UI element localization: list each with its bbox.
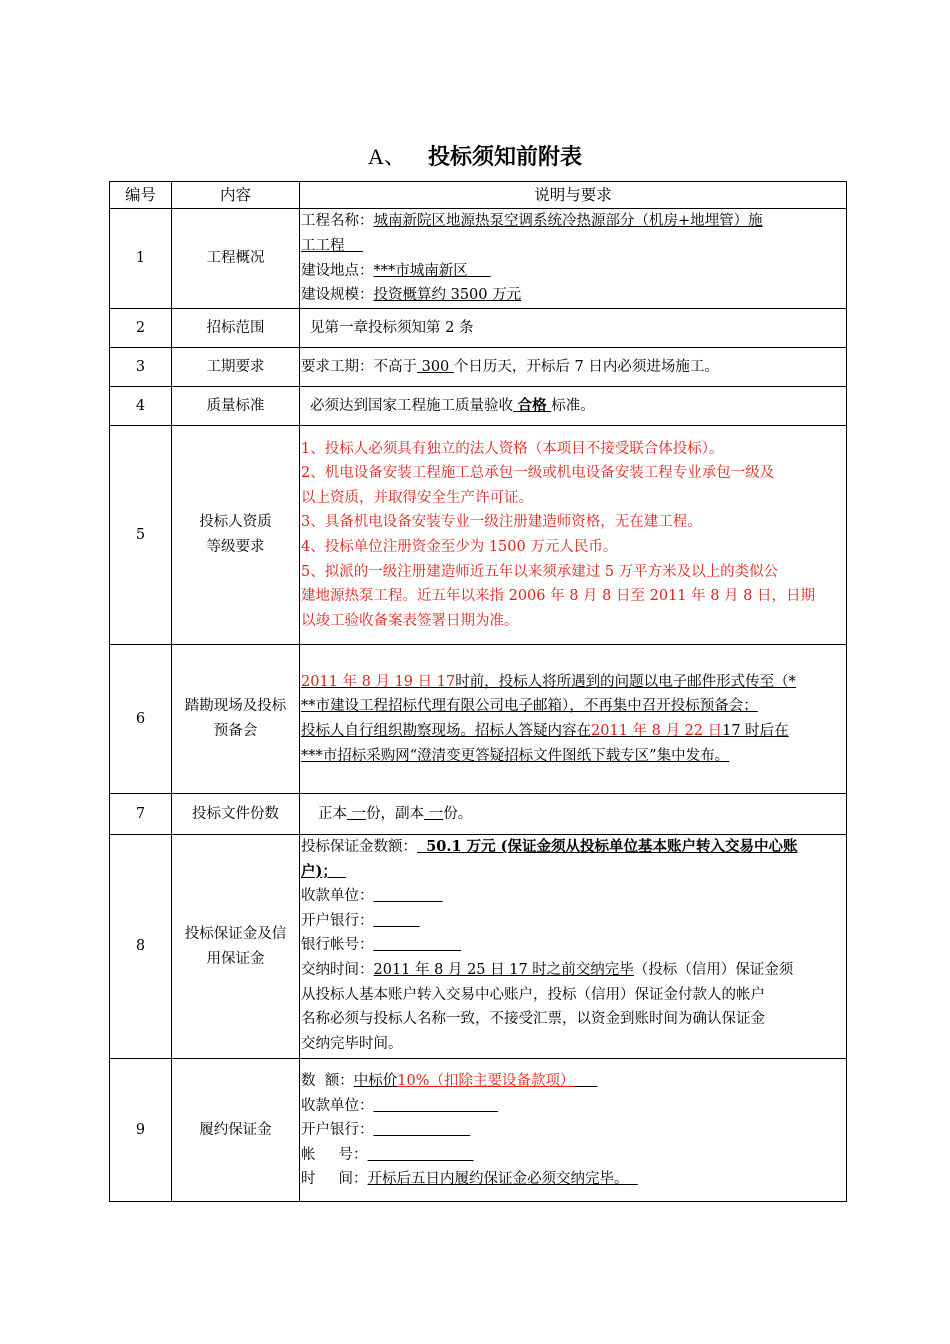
table-row [110,387,847,426]
page-title [0,140,950,171]
table-row [110,794,847,835]
table-header-row [110,182,847,209]
table-row [110,426,847,645]
quality-prefix: 必须达到国家工程施工质量验收 [310,397,513,414]
row-number: 6 [110,645,172,794]
row-number: 1 [110,209,172,309]
table-row [110,645,847,794]
row-description: 数 额：中标价10%（扣除主要设备款项） 收款单位： 开户银行： 帐 号： 时 间：开标后五日内履约保证金必须交纳完毕。 [300,1059,847,1202]
header-desc: 说明与要求 [300,182,847,209]
table-row [110,835,847,1059]
row-description [300,209,847,309]
row-description [300,309,847,348]
table-row [110,1059,847,1202]
scale-key: 建设规模： [301,287,374,304]
quality-suffix: 标准。 [551,397,595,414]
row-number: 9 [110,1059,172,1202]
duration-suffix: 个日历天，开标后 7 日内必须进场施工。 [453,358,719,375]
row-description [300,387,847,426]
row-number: 3 [110,348,172,387]
header-no: 编号 [110,182,172,209]
performance-bond-amount: 中标价 [353,1073,398,1089]
scale-value: 投资概算约 3500 万元 [373,287,522,304]
copy-count: 一 [428,805,444,822]
deadline-date: 2011 年 8 月 19 日 17 [301,673,456,690]
row-description: 投标保证金数额： 50.1 万元 (保证金须从投标单位基本账户转入交易中心账 户)； 收款单位： 开户银行： 银行帐号： 交纳时间：2011 年 8 月 25 日 17 时之前交纳完毕（投标（信用）保证金须 从投标人基本账户转入交易中心账户，投标（信用）保证金付款人的帐户 名称必须与投标人名称一致，不接受汇票，以资金到账时间为确认保证金 交纳完毕时间。 [300,835,847,1059]
qualification-line: 3、具备机电设备安装专业一级注册建造师资格，无在建工程。 [301,514,702,531]
row-number: 4 [110,387,172,426]
table-row [110,309,847,348]
site-key: 建设地点： [301,262,374,279]
performance-bond-deadline: 开标后五日内履约保证金必须交纳完毕。 [367,1171,629,1188]
row-label: 招标范围 [172,309,300,348]
row-label: 工程概况 [172,209,300,309]
duration-prefix: 要求工期：不高于 [301,358,417,375]
row-label: 踏勘现场及投标 预备会 [172,645,300,794]
row-number: 5 [110,426,172,645]
answer-date: 2011 年 8 月 22 日 [591,723,723,739]
project-name-value: 城南新院区地源热泵空调系统冷热源部分（机房+地埋管）施 [373,213,763,230]
row-label: 工期要求 [172,348,300,387]
row-number: 7 [110,794,172,835]
row-number: 8 [110,835,172,1059]
qualification-line: 1、投标人必须具有独立的法人资格（本项目不接受联合体投标）。 [301,440,724,457]
scope-text: 见第一章投标须知第 2 条 [310,319,474,336]
row-label: 投标文件份数 [172,794,300,835]
row-description [300,348,847,387]
table-row [110,209,847,309]
site-value: ***市城南新区 [373,262,468,279]
title-prefix: A、 [368,144,406,169]
qualification-line: 建地源热泵工程。近五年以来指 2006 年 8 月 8 日至 2011 年 8 月 8 日，日期 [301,588,816,605]
table-row [110,348,847,387]
quality-grade: 合格 [517,396,547,414]
row-number: 2 [110,309,172,348]
row-description: 正本 一份，副本 一份。 [300,794,847,835]
row-label: 质量标准 [172,387,300,426]
row-description: 2011 年 8 月 19 日 17时前，投标人将所遇到的问题以电子邮件形式传至（* **市建设工程招标代理有限公司电子邮箱），不再集中召开投标预备会； 投标人自行组织勘察现场。招标人答疑内容在2011 年 8 月 22 日17 时后在 ***市招标采购网“澄清变更答疑招标文件图纸下载专区”集中发布。 [300,645,847,794]
qualification-line: 2、机电设备安装工程施工总承包一级或机电设备安装工程专业承包一级及 [301,465,775,482]
row-label: 履约保证金 [172,1059,300,1202]
qualification-line: 4、投标单位注册资金至少为 1500 万元人民币。 [301,539,618,555]
project-name-key: 工程名称： [301,213,374,230]
row-label: 投标保证金及信 用保证金 [172,835,300,1059]
bid-bond-deadline: 2011 年 8 月 25 日 17 时之前交纳完毕 [373,961,634,978]
row-description [300,426,847,645]
project-name-value-cont: 工工程 [301,237,345,254]
row-label: 投标人资质 等级要求 [172,426,300,645]
header-content: 内容 [172,182,300,209]
duration-days: 300 [421,358,450,375]
qualification-line: 5、拟派的一级注册建造师近五年以来须承建过 5 万平方米及以上的类似公 [301,563,779,580]
bid-bond-amount: 50.1 万元 (保证金须从投标单位基本账户转入交易中心账 [426,838,798,855]
title-text: 投标须知前附表 [427,145,582,170]
bid-instructions-table [109,181,847,1202]
original-count: 一 [351,805,367,822]
qualification-line: 以竣工验收备案表签署日期为准。 [301,612,519,629]
qualification-line: 以上资质，并取得安全生产许可证。 [301,489,533,506]
